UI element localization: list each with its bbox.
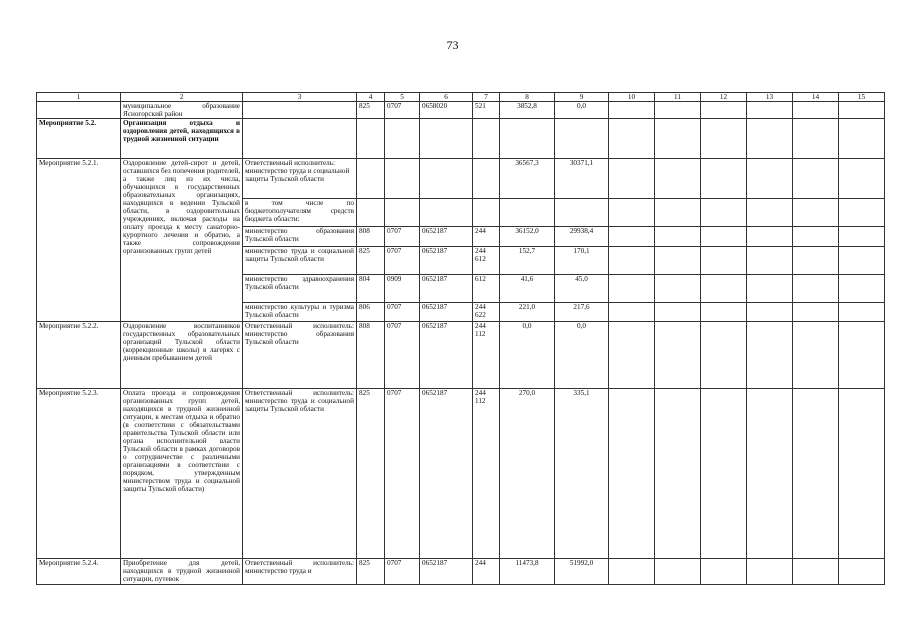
header-cell: 9	[555, 93, 609, 102]
cell-vr: 244 112	[473, 389, 500, 559]
cell-vr: 244 622	[473, 303, 500, 322]
table-row	[37, 389, 885, 559]
cell-rzpr: 0909	[385, 275, 420, 303]
cell-grbs: 804	[357, 275, 385, 303]
cell-amount: 217,6	[555, 303, 609, 322]
cell-grbs: 825	[357, 559, 385, 585]
cell-grbs: 808	[357, 227, 385, 247]
cell-grbs: 825	[357, 247, 385, 275]
cell-rzpr: 0707	[385, 322, 420, 389]
cell-amount: 36152,0	[500, 227, 555, 247]
header-cell: 4	[357, 93, 385, 102]
cell-executor: министерство труда и социальной защиты Тульской области	[243, 247, 357, 275]
cell-amount: 36567,3	[500, 159, 555, 199]
header-cell: 6	[420, 93, 473, 102]
cell-name: Приобретение для детей, находящихся в трудной жизненной ситуации, путевок	[121, 559, 243, 585]
cell-executor: министерство образования Тульской области	[243, 227, 357, 247]
cell-grbs: 806	[357, 303, 385, 322]
cell-vr: 521	[473, 102, 500, 119]
cell-vr: 244	[473, 559, 500, 585]
page-number: 73	[446, 38, 459, 52]
header-cell: 13	[747, 93, 793, 102]
cell-name: муниципальное образование Ясногорский район	[121, 102, 243, 119]
cell-csr: 0652187	[420, 559, 473, 585]
cell-rzpr: 0707	[385, 247, 420, 275]
cell-executor: Ответственный исполнитель: министерство образования Тульской области	[243, 322, 357, 389]
cell-rzpr: 0707	[385, 303, 420, 322]
cell-rzpr: 0707	[385, 102, 420, 119]
cell-rzpr: 0707	[385, 389, 420, 559]
cell-executor: Ответственный исполнитель: министерство труда и социальной защиты Тульской области	[243, 159, 357, 199]
header-cell: 7	[473, 93, 500, 102]
cell-amount: 41,6	[500, 275, 555, 303]
cell-amount: 170,1	[555, 247, 609, 275]
cell-csr: 0652187	[420, 389, 473, 559]
cell-executor	[243, 102, 357, 119]
table-row	[37, 322, 885, 389]
cell-amount: 221,0	[500, 303, 555, 322]
cell-grbs: 808	[357, 322, 385, 389]
cell-amount: 0,0	[555, 102, 609, 119]
header-cell: 12	[701, 93, 747, 102]
header-cell: 11	[655, 93, 701, 102]
cell-name: Организация отдыха и оздоровления детей, находящихся в трудной жизненной ситуации	[121, 119, 243, 159]
cell-activity: Мероприятие 5.2.3.	[37, 389, 121, 559]
cell-amount: 0,0	[555, 322, 609, 389]
header-cell: 3	[243, 93, 357, 102]
cell-executor: Ответственный исполнитель: министерство труда и	[243, 559, 357, 585]
cell-grbs: 825	[357, 389, 385, 559]
cell-rzpr: 0707	[385, 227, 420, 247]
cell-activity: Мероприятие 5.2.4.	[37, 559, 121, 585]
cell-amount: 29938,4	[555, 227, 609, 247]
table-row	[37, 559, 885, 585]
header-cell: 1	[37, 93, 121, 102]
cell-vr: 244	[473, 227, 500, 247]
cell-amount: 335,1	[555, 389, 609, 559]
table-row	[37, 159, 885, 199]
cell-name: Оздоровление детей-сирот и детей, оставшихся без попечения родителей, а также лиц из их числа, обучающихся в государственных образовательных организациях, находящихся в ведении Тульской области, в оздоровительных учреждениях, включая расходы на оплату проезда к месту санаторно-курортного лечения и обратно, а также сопровождения организованных групп детей	[121, 159, 243, 322]
cell-activity	[37, 102, 121, 119]
cell-csr: 0652187	[420, 227, 473, 247]
cell-amount: 270,0	[500, 389, 555, 559]
cell-executor: министерство здравоохранения Тульской области	[243, 275, 357, 303]
header-cell: 5	[385, 93, 420, 102]
cell-executor: в том числе по бюджетополучателям средств бюджета области:	[243, 199, 357, 227]
cell-csr: 0652187	[420, 247, 473, 275]
cell-amount: 30371,1	[555, 159, 609, 199]
cell-amount: 11473,8	[500, 559, 555, 585]
cell-name: Оздоровление воспитанников государственных образовательных организаций Тульской области (коррекционные школы) в лагерях с дневным пребыванием детей	[121, 322, 243, 389]
budget-table	[36, 92, 885, 585]
cell-grbs: 825	[357, 102, 385, 119]
cell-vr: 244 112	[473, 322, 500, 389]
table-row	[37, 102, 885, 119]
header-cell: 2	[121, 93, 243, 102]
cell-amount: 51992,0	[555, 559, 609, 585]
header-cell: 14	[793, 93, 839, 102]
cell-executor: министерство культуры и туризма Тульской области	[243, 303, 357, 322]
table-header-row	[37, 93, 885, 102]
cell-executor: Ответственный исполнитель: министерство труда и социальной защиты Тульской области	[243, 389, 357, 559]
header-cell: 8	[500, 93, 555, 102]
cell-csr: 0652187	[420, 322, 473, 389]
cell-name: Оплата проезда и сопровождения организованных групп детей, находящихся в трудной жизненной ситуации, к местам отдыха и обратно (в соответствии с обязательствами правительства Тульской области или органа исполнительной власти Тульской области в рамках договоров о сотрудничестве с различными организациями в соответствии с порядком, утвержденным министерством труда и социальной защиты Тульской области)	[121, 389, 243, 559]
cell-activity: Мероприятие 5.2.2.	[37, 322, 121, 389]
cell-vr: 612	[473, 275, 500, 303]
cell-amount: 3852,8	[500, 102, 555, 119]
cell-amount: 0,0	[500, 322, 555, 389]
header-cell: 10	[609, 93, 655, 102]
cell-csr: 0658020	[420, 102, 473, 119]
cell-csr: 0652187	[420, 303, 473, 322]
cell-activity: Мероприятие 5.2.1.	[37, 159, 121, 322]
header-cell: 15	[839, 93, 885, 102]
cell-csr: 0652187	[420, 275, 473, 303]
cell-amount: 152,7	[500, 247, 555, 275]
cell-activity: Мероприятие 5.2.	[37, 119, 121, 159]
cell-rzpr: 0707	[385, 559, 420, 585]
cell-vr: 244 612	[473, 247, 500, 275]
table-row	[37, 119, 885, 159]
cell-amount: 45,0	[555, 275, 609, 303]
